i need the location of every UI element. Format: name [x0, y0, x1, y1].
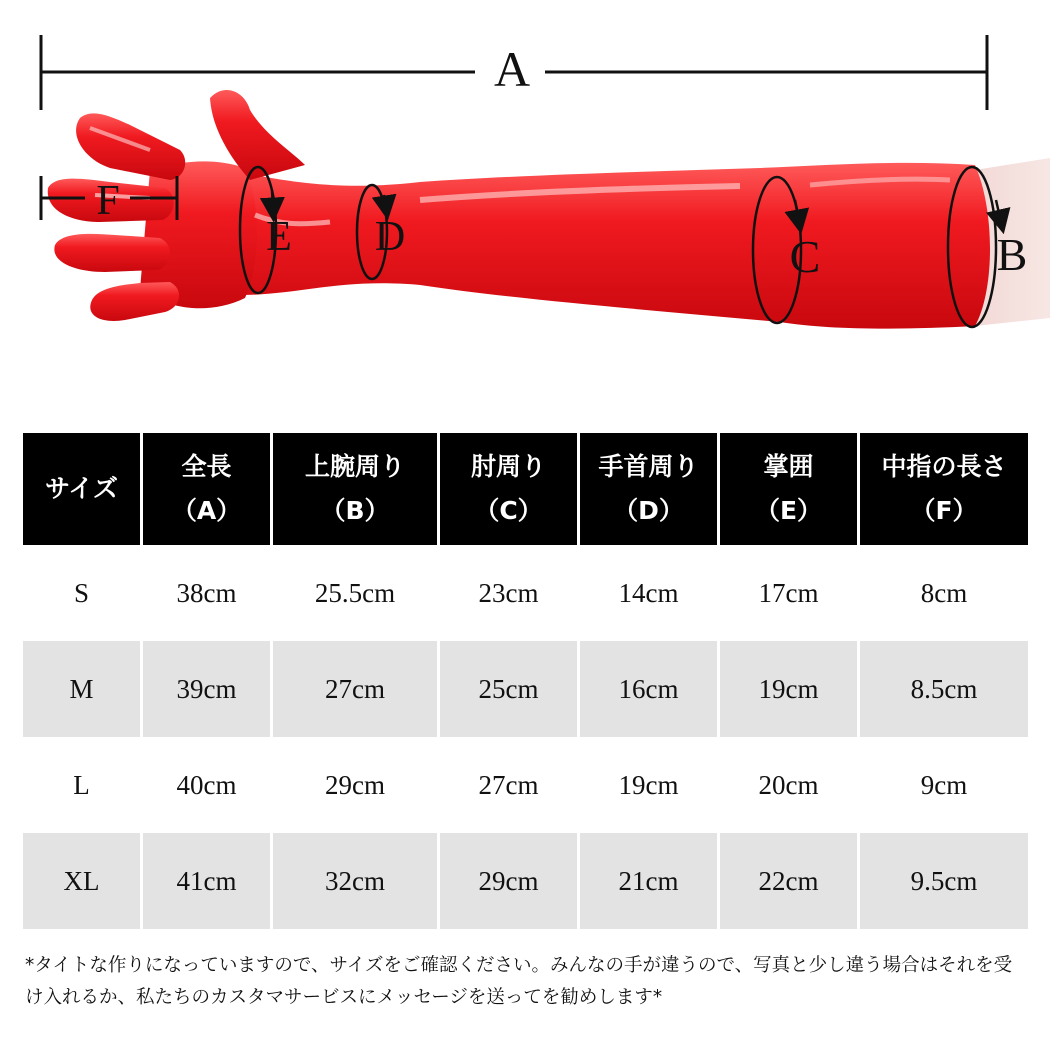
table-row-m — [23, 641, 1028, 737]
header-upper-arm: 上腕周り （B） — [273, 433, 440, 545]
table-cell: 41cm — [143, 833, 273, 929]
glove-measurement-diagram — [0, 0, 1050, 400]
table-cell: 19cm — [720, 641, 860, 737]
table-row-xl — [23, 833, 1028, 929]
table-cell: 25.5cm — [273, 545, 440, 641]
table-cell: 16cm — [580, 641, 720, 737]
table-cell: XL — [23, 833, 143, 929]
table-cell: 29cm — [273, 737, 440, 833]
table-row-l — [23, 737, 1028, 833]
table-cell: 20cm — [720, 737, 860, 833]
table-cell: 32cm — [273, 833, 440, 929]
dimension-a — [41, 35, 987, 110]
table-cell: M — [23, 641, 143, 737]
table-cell: 38cm — [143, 545, 273, 641]
table-cell: 9cm — [860, 737, 1028, 833]
header-total-length: 全長 （A） — [143, 433, 273, 545]
table-cell: S — [23, 545, 143, 641]
table-cell: 21cm — [580, 833, 720, 929]
label-c: C — [789, 231, 821, 282]
table-cell: 8cm — [860, 545, 1028, 641]
table-cell: 8.5cm — [860, 641, 1028, 737]
size-chart-table — [23, 433, 1028, 929]
table-cell: 27cm — [440, 737, 580, 833]
label-b: B — [996, 229, 1028, 280]
sizing-note: *タイトな作りになっていますので、サイズをご確認ください。みんなの手が違うので、写真と少し違う場合はそれを受け入れるか、私たちのカスタマサービスにメッセージを送ってを勧めします* — [25, 955, 1013, 1008]
table-cell: 27cm — [273, 641, 440, 737]
table-cell: 19cm — [580, 737, 720, 833]
table-cell: 29cm — [440, 833, 580, 929]
header-middle-finger: 中指の長さ （F） — [860, 433, 1028, 545]
table-cell: 22cm — [720, 833, 860, 929]
table-cell: 39cm — [143, 641, 273, 737]
table-header-row — [23, 433, 1028, 545]
label-f: F — [96, 178, 120, 224]
header-palm: 掌囲 （E） — [720, 433, 860, 545]
table-cell: 23cm — [440, 545, 580, 641]
table-cell: 17cm — [720, 545, 860, 641]
table-cell: 14cm — [580, 545, 720, 641]
label-e: E — [266, 214, 292, 260]
header-wrist: 手首周り （D） — [580, 433, 720, 545]
table-cell: 9.5cm — [860, 833, 1028, 929]
label-a: A — [493, 41, 531, 97]
header-elbow: 肘周り （C） — [440, 433, 580, 545]
label-d: D — [374, 214, 406, 260]
table-cell: L — [23, 737, 143, 833]
header-size: サイズ — [23, 433, 143, 545]
table-cell: 40cm — [143, 737, 273, 833]
table-row-s — [23, 545, 1028, 641]
table-cell: 25cm — [440, 641, 580, 737]
red-glove-image — [48, 90, 990, 329]
